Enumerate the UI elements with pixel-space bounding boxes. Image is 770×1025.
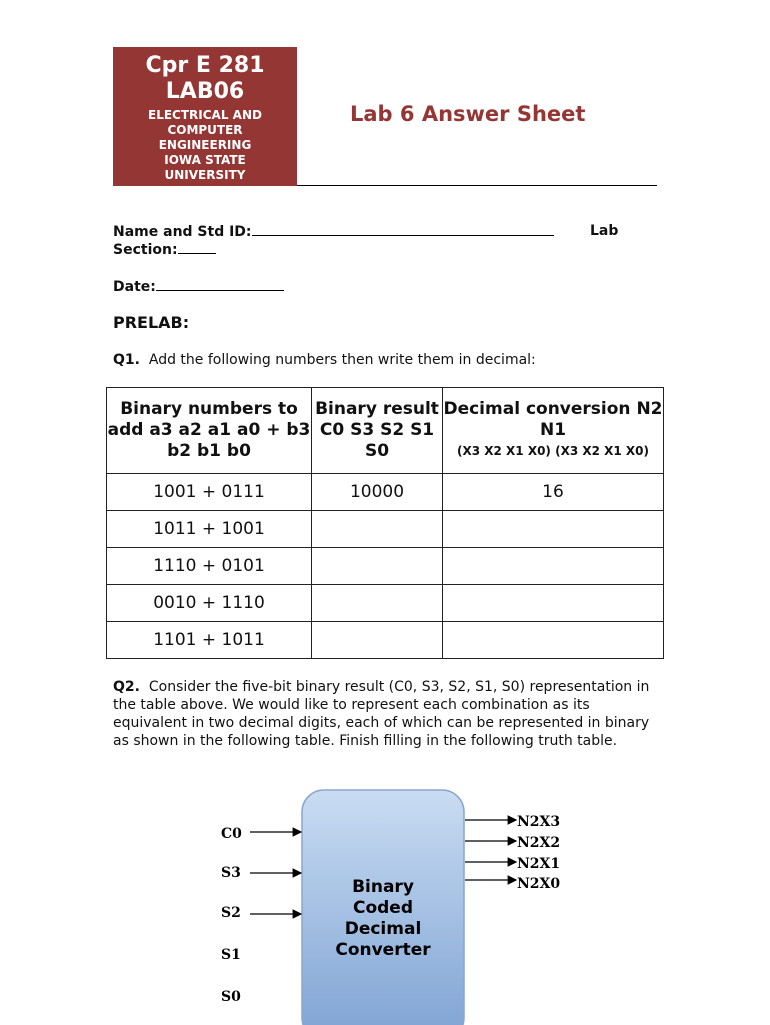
cell-decimal[interactable]: 16 <box>443 474 664 511</box>
table-row <box>107 511 664 548</box>
cell-operands: 0010 + 1110 <box>107 585 312 622</box>
cell-operands: 1101 + 1011 <box>107 622 312 659</box>
header-decimal-title: Decimal conversion N2 N1 <box>443 399 663 440</box>
cell-operands: 1001 + 0111 <box>107 474 312 511</box>
section-blank[interactable] <box>178 241 216 254</box>
input-label: S1 <box>221 947 241 963</box>
dept-line: ELECTRICAL AND <box>148 108 262 122</box>
block-label-line: Converter <box>335 940 431 960</box>
lab-label: Lab <box>590 223 619 239</box>
block-label-line: Decimal <box>344 919 422 939</box>
cell-binary-result[interactable] <box>312 548 443 585</box>
date-label: Date: <box>113 279 156 295</box>
dept-line: COMPUTER <box>167 123 243 137</box>
input-label: S3 <box>221 865 241 881</box>
course-header-box <box>113 47 297 186</box>
course-title: Cpr E 281 <box>145 53 265 78</box>
cell-binary-result[interactable] <box>312 585 443 622</box>
cell-decimal[interactable] <box>443 548 664 585</box>
lab-code: LAB06 <box>165 79 245 104</box>
addition-table <box>106 387 664 659</box>
section-field <box>113 241 216 258</box>
dept-line: ENGINEERING <box>158 138 252 152</box>
table-row <box>107 548 664 585</box>
page-title: Lab 6 Answer Sheet <box>350 102 586 126</box>
prelab-heading: PRELAB: <box>113 313 190 332</box>
cell-operands: 1110 + 0101 <box>107 548 312 585</box>
header-binary-numbers: Binary numbers to add a3 a2 a1 a0 + b3 b2 b1 b0 <box>107 388 312 474</box>
question-2 <box>113 678 653 750</box>
block-label-line: Binary <box>352 877 414 897</box>
input-label: S0 <box>221 989 241 1005</box>
table-row <box>107 622 664 659</box>
input-label: S2 <box>221 905 241 921</box>
header-binary-result: Binary result C0 S3 S2 S1 S0 <box>312 388 443 474</box>
question-text: Add the following numbers then write them in decimal: <box>148 352 536 368</box>
output-label: N2X1 <box>517 856 561 872</box>
cell-operands: 1011 + 1001 <box>107 511 312 548</box>
question-number: Q1. <box>113 352 140 368</box>
question-text: Consider the five-bit binary result (C0, S3, S2, S1, S0) representation in the table above. We would like to represent each combination as its equivalent in two decimal digits, each of which can be represented in binary as shown in the following table. Finish filling in the following truth table. <box>113 679 650 749</box>
bcd-converter-diagram <box>200 785 620 1025</box>
name-field <box>113 223 554 240</box>
input-label: C0 <box>221 826 242 842</box>
cell-binary-result[interactable] <box>312 622 443 659</box>
output-label: N2X2 <box>517 835 561 851</box>
cell-decimal[interactable] <box>443 622 664 659</box>
name-label: Name and Std ID: <box>113 224 252 240</box>
department-name <box>113 108 297 183</box>
output-label: N2X3 <box>517 814 561 830</box>
date-field <box>113 278 284 295</box>
cell-decimal[interactable] <box>443 511 664 548</box>
table-header-row <box>107 388 664 474</box>
cell-decimal[interactable] <box>443 585 664 622</box>
output-label: N2X0 <box>517 876 561 892</box>
table-row <box>107 474 664 511</box>
table-row <box>107 585 664 622</box>
dept-line: IOWA STATE <box>164 153 246 167</box>
section-label: Section: <box>113 242 178 258</box>
cell-binary-result[interactable]: 10000 <box>312 474 443 511</box>
question-number: Q2. <box>113 679 140 695</box>
question-1 <box>113 351 536 369</box>
name-blank[interactable] <box>252 223 554 236</box>
date-blank[interactable] <box>156 278 284 291</box>
cell-binary-result[interactable] <box>312 511 443 548</box>
header-decimal-subtitle: (X3 X2 X1 X0) (X3 X2 X1 X0) <box>457 444 649 458</box>
header-divider <box>297 185 657 186</box>
block-label-line: Coded <box>352 898 414 918</box>
dept-line: UNIVERSITY <box>164 168 246 182</box>
header-decimal-conversion <box>443 388 664 474</box>
